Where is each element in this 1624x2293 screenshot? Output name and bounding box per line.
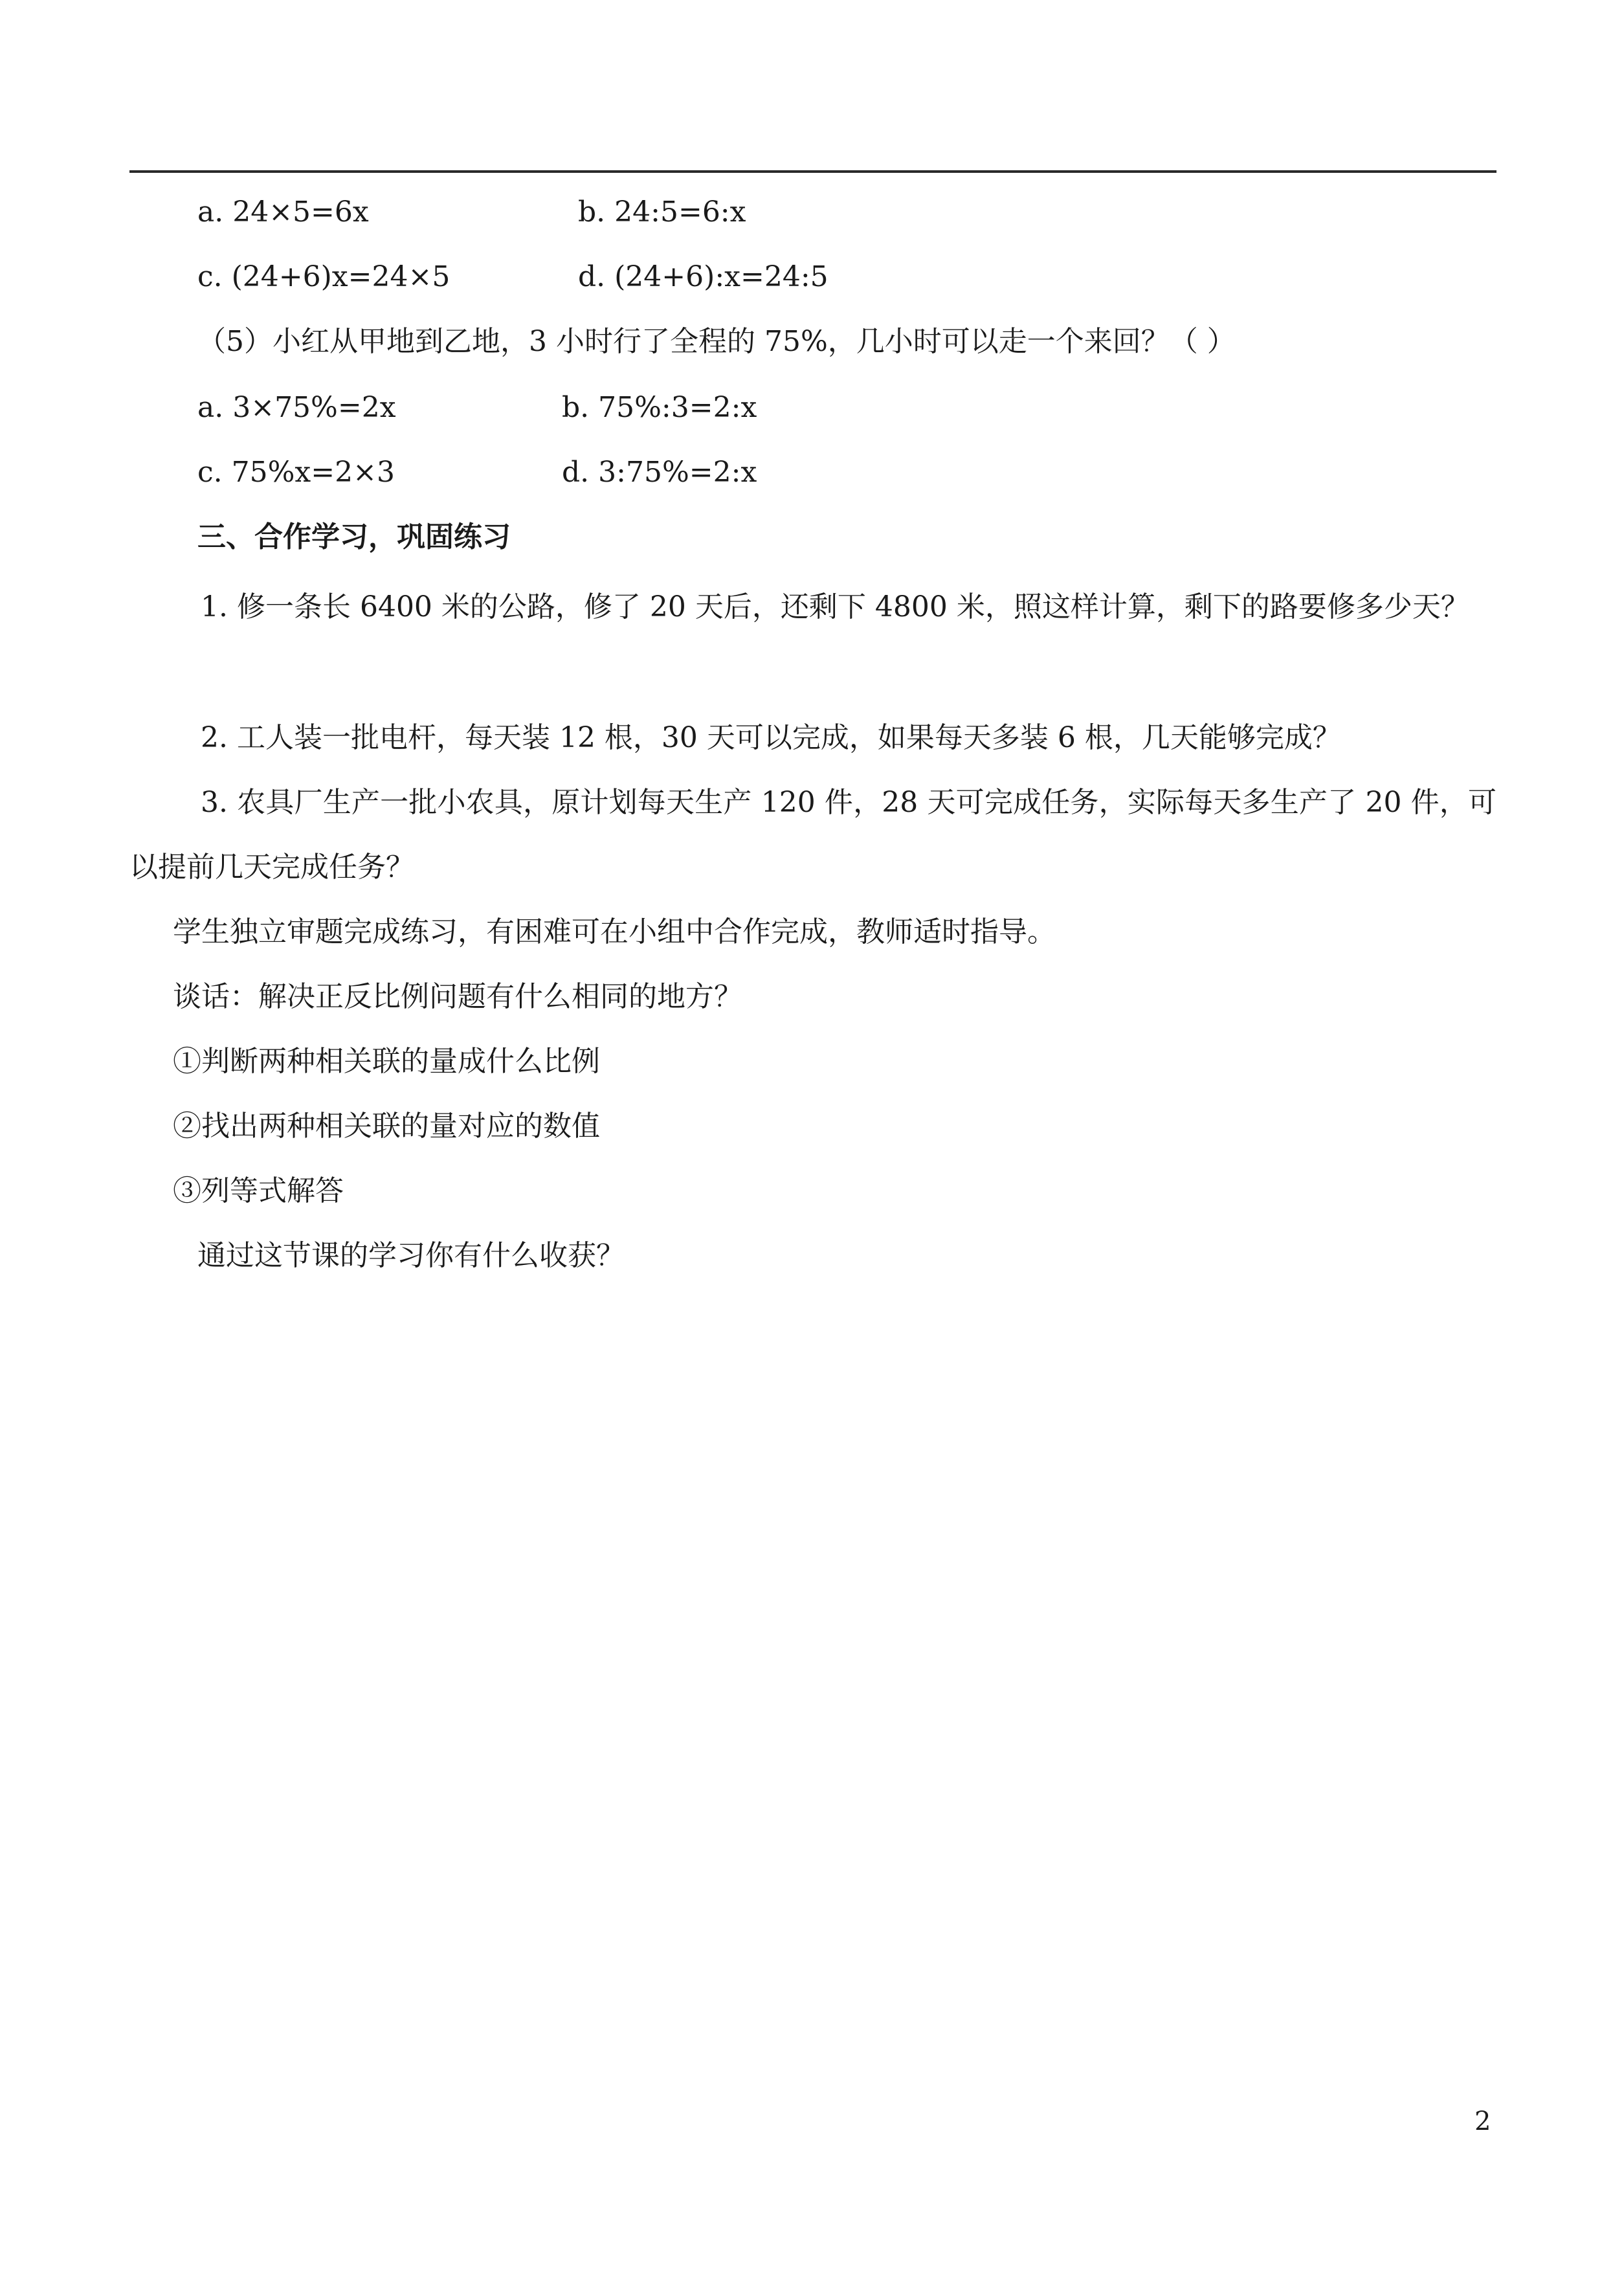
section-3-title: 三、合作学习，巩固练习: [197, 520, 511, 554]
page-number: 2: [1474, 2107, 1491, 2136]
option-q5-b: b. 75%:3=2:x: [562, 391, 757, 424]
option-q5-a: a. 3×75%=2x: [197, 391, 396, 424]
header-rule: [129, 170, 1496, 173]
option-q4-b: b. 24:5=6:x: [578, 196, 746, 229]
step-2: ②找出两种相关联的量对应的数值: [173, 1110, 600, 1143]
step-3: ③列等式解答: [173, 1174, 344, 1207]
student-work-text: 学生独立审题完成练习，有困难可在小组中合作完成，教师适时指导。: [173, 915, 1056, 948]
option-q4-d: d. (24+6):x=24:5: [578, 260, 829, 293]
step-1: ①判断两种相关联的量成什么比例: [173, 1045, 600, 1078]
closing-question: 通过这节课的学习你有什么收获？: [197, 1239, 625, 1272]
question-5: （5）小红从甲地到乙地，3 小时行了全程的 75%，几小时可以走一个来回？（ ）: [197, 325, 1236, 358]
problem-1: 1. 修一条长 6400 米的公路，修了 20 天后，还剩下 4800 米，照这样计算，剩下的路要修多少天？: [201, 590, 1469, 623]
problem-2: 2. 工人装一批电杆，每天装 12 根，30 天可以完成，如果每天多装 6 根，几天能够完成？: [201, 721, 1341, 754]
option-q4-a: a. 24×5=6x: [197, 196, 369, 229]
option-q5-c: c. 75%x=2×3: [197, 456, 395, 489]
option-q5-d: d. 3:75%=2:x: [562, 456, 757, 489]
option-q4-c: c. (24+6)x=24×5: [197, 260, 450, 293]
discussion-text: 谈话：解决正反比例问题有什么相同的地方？: [173, 980, 742, 1013]
problem-3: 3. 农具厂生产一批小农具，原计划每天生产 120 件，28 天可完成任务，实际每天多生产了 20 件，可以提前几天完成任务？: [129, 786, 1496, 884]
